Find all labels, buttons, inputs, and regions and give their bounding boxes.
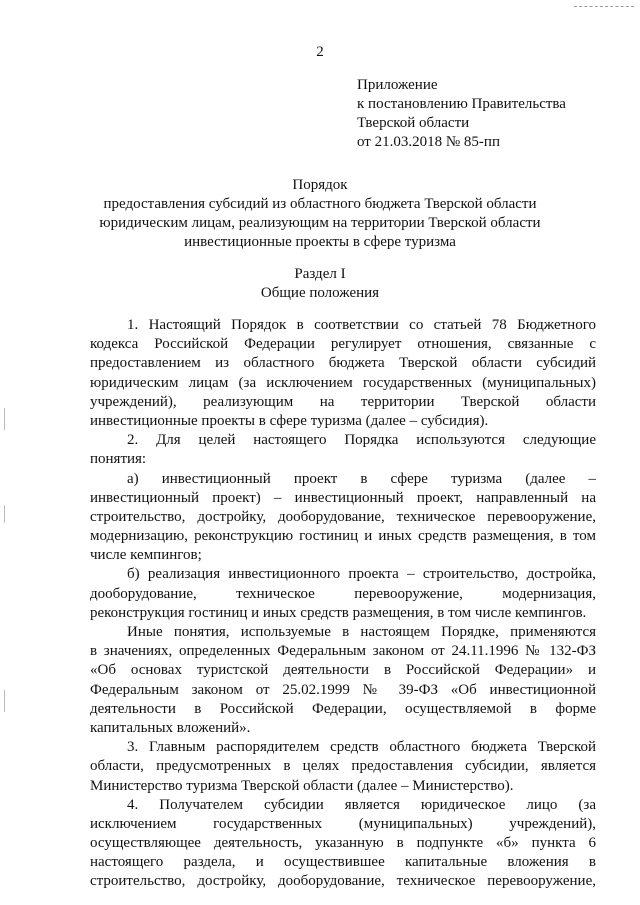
body-line: Министерство туризма Тверской области (далее – Министерство).: [90, 777, 514, 794]
body-line: 3. Главным распорядителем средств областного бюджета Тверской: [127, 739, 596, 756]
body-line: в значениях, определенных Федеральным законом от 24.11.1996 № 132-ФЗ: [90, 643, 596, 660]
title-line: юридическим лицам, реализующим на территории Тверской области: [99, 215, 541, 231]
appendix-block: [357, 76, 566, 152]
body-line: настоящего раздела, и осуществившее капитальные вложения в: [90, 854, 596, 871]
body-line: капитальных вложений».: [90, 719, 251, 736]
body-line: 2. Для целей настоящего Порядка используются следующие: [127, 432, 596, 449]
body-line: Иные понятия, используемые в настоящем Порядке, применяются: [127, 624, 596, 640]
appendix-line: Тверской области: [357, 115, 470, 131]
body-line: Федеральным законом от 25.02.1999 № 39-ФЗ «Об инвестиционной: [90, 681, 596, 698]
document-title: [0, 176, 640, 252]
body-line: кодекса Российской Федерации регулирует отношения, связанные с: [90, 336, 596, 353]
title-line: предоставления субсидий из областного бюджета Тверской области: [103, 196, 537, 212]
body-line: предоставлением из областного бюджета Тверской области субсидий: [90, 355, 596, 372]
body-line: дооборудование, техническое перевооружение, модернизация,: [90, 585, 596, 602]
body-line: исключением государственных (муниципальных) учреждений),: [90, 815, 596, 832]
body-line: юридическим лицам (за исключением государственных (муниципальных): [90, 374, 596, 391]
body-line: 1. Настоящий Порядок в соответствии со статьей 78 Бюджетного: [127, 317, 596, 333]
body-line: инвестиционный проект) – инвестиционный проект, направленный на: [90, 489, 596, 506]
body-line: б) реализация инвестиционного проекта – строительство, достройка,: [127, 566, 596, 583]
body-line: числе кемпингов;: [90, 547, 202, 564]
appendix-line: к постановлению Правительства: [357, 96, 566, 112]
body-line: осуществляющее деятельность, указанную в подпункте «б» пункта 6: [90, 835, 596, 852]
body-line: реконструкция гостиниц и иных средств размещения, в том числе кемпингов.: [90, 604, 587, 621]
body-line: области, предусмотренных в целях предоставления субсидии, является: [90, 758, 596, 775]
margin-artifact: [4, 505, 5, 523]
body-line: понятия:: [90, 451, 147, 468]
section-name: Общие положения: [260, 285, 380, 301]
body-line: а) инвестиционный проект в сфере туризма (далее –: [127, 470, 596, 487]
body-line: деятельности в Российской Федерации, осуществляемой в форме: [90, 700, 596, 717]
title-line: инвестиционные проекты в сфере туризма: [184, 234, 456, 250]
section-number: Раздел I: [294, 266, 346, 282]
appendix-line: Приложение: [357, 77, 438, 93]
body-line: 4. Получателем субсидии является юридическое лицо (за: [127, 796, 596, 813]
scan-artifact-mark: [574, 6, 634, 8]
body-line: строительство, достройку, дооборудование, техническое перевооружение,: [90, 508, 596, 525]
body-text: [90, 316, 596, 892]
section-heading: [0, 265, 640, 303]
body-line: модернизацию, реконструкцию гостиниц и иных средств размещения, в том: [90, 528, 596, 545]
body-line: учреждений), реализующим на территории Тверской области: [90, 393, 596, 410]
title-line: Порядок: [292, 177, 348, 193]
body-line: «Об основах туристской деятельности в Российской Федерации» и: [90, 662, 596, 679]
appendix-line: от 21.03.2018 № 85-пп: [357, 134, 500, 150]
margin-artifact: [4, 690, 5, 712]
page-number: 2: [316, 44, 324, 60]
margin-artifact: [4, 408, 5, 430]
body-line: строительство, достройку, дооборудование, техническое перевооружение,: [90, 873, 596, 890]
body-line: инвестиционные проекты в сфере туризма (далее – субсидия).: [90, 412, 489, 429]
